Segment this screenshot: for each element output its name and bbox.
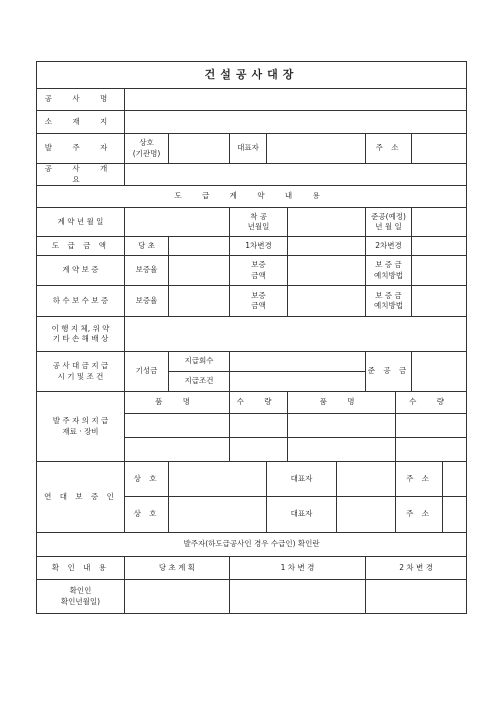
guarantor-representative-label: 대표자 — [267, 497, 337, 533]
completion-payment-field[interactable] — [412, 352, 467, 392]
contract-date-label: 계 약 년 월 일 — [37, 208, 125, 237]
materials-quantity-header-2: 수 량 — [396, 392, 467, 414]
guarantor-representative-field[interactable] — [337, 462, 396, 497]
client-address-field[interactable] — [412, 134, 467, 164]
confirmer-label: 확인인 확인년월일) — [37, 580, 125, 614]
sub-guarantee-rate-field[interactable] — [169, 286, 230, 317]
materials-quantity-field[interactable] — [230, 438, 288, 462]
subcontract-section-header: 도 급 계 약 내 용 — [37, 186, 467, 208]
second-change-amount-field[interactable] — [412, 237, 467, 256]
delay-penalty-label: 이 행 지 체, 위 약 기 타 손 해 배 상 — [37, 317, 125, 352]
initial-amount-field[interactable] — [169, 237, 230, 256]
sub-guarantee-amount-label: 보증 금액 — [230, 286, 288, 317]
construction-register-form — [36, 61, 467, 614]
contract-date-field[interactable] — [125, 208, 230, 237]
form-title: 건설공사대장 — [37, 62, 467, 89]
materials-label: 발 주 자 의 지 급 재료 · 장비 — [37, 392, 125, 462]
payment-count-field[interactable] — [230, 352, 366, 372]
guarantor-trade-name-label: 상 호 — [125, 462, 169, 497]
sub-deposit-method-field[interactable] — [412, 286, 467, 317]
materials-item-header-1: 품 명 — [125, 392, 230, 414]
client-address-label: 주 소 — [366, 134, 412, 164]
materials-item-field[interactable] — [288, 438, 396, 462]
materials-item-field[interactable] — [125, 438, 230, 462]
first-change-amount-label: 1차변경 — [230, 237, 288, 256]
guarantor-representative-field[interactable] — [337, 497, 396, 533]
sub-deposit-method-label: 보 증 금 예치방법 — [366, 286, 412, 317]
client-representative-field[interactable] — [267, 134, 366, 164]
confirmation-first-change-label: 1 차 변 경 — [230, 557, 366, 580]
materials-item-header-2: 품 명 — [288, 392, 396, 414]
construction-name-label: 공 사 명 — [37, 89, 125, 111]
overview-field[interactable] — [125, 164, 467, 186]
confirmation-first-change-field[interactable] — [230, 580, 366, 614]
guarantor-trade-name-field[interactable] — [169, 497, 267, 533]
joint-guarantor-label: 연 대 보 증 인 — [37, 462, 125, 533]
sub-guarantee-amount-field[interactable] — [288, 286, 366, 317]
client-trade-name-field[interactable] — [169, 134, 230, 164]
confirmation-initial-plan-field[interactable] — [125, 580, 230, 614]
guarantor-address-label: 주 소 — [396, 497, 443, 533]
location-field[interactable] — [125, 111, 467, 134]
contract-deposit-method-field[interactable] — [412, 256, 467, 286]
payment-terms-label: 공 사 대 금 지 급 시 기 및 조 건 — [37, 352, 125, 392]
guarantor-representative-label: 대표자 — [267, 462, 337, 497]
start-date-field[interactable] — [288, 208, 366, 237]
confirmation-initial-plan-label: 당 초 계 획 — [125, 557, 230, 580]
client-label: 발 주 자 — [37, 134, 125, 164]
second-change-amount-label: 2차변경 — [366, 237, 412, 256]
contract-deposit-method-label: 보 증 금 예치방법 — [366, 256, 412, 286]
contract-guarantee-rate-field[interactable] — [169, 256, 230, 286]
contract-guarantee-rate-label: 보증율 — [125, 256, 169, 286]
overview-label: 공 사 개 요 — [37, 164, 125, 186]
confirmation-section-header: 발주자(하도급공사인 경우 수급인) 확인란 — [37, 533, 467, 557]
contract-guarantee-amount-label: 보증 금액 — [230, 256, 288, 286]
sub-guarantee-label: 하 수 보 수 보 증 — [37, 286, 125, 317]
construction-name-field[interactable] — [125, 89, 467, 111]
contract-guarantee-label: 계 약 보 증 — [37, 256, 125, 286]
materials-quantity-field[interactable] — [396, 438, 467, 462]
client-trade-name-label: 상호 (기관명) — [125, 134, 169, 164]
start-date-label: 착 공 년월일 — [230, 208, 288, 237]
confirmation-content-label: 확 인 내 용 — [37, 557, 125, 580]
contract-amount-label: 도 급 금 액 — [37, 237, 125, 256]
confirmation-second-change-label: 2 차 변 경 — [366, 557, 467, 580]
initial-amount-label: 당 초 — [125, 237, 169, 256]
guarantor-trade-name-field[interactable] — [169, 462, 267, 497]
payment-conditions-label: 지급조건 — [169, 372, 230, 392]
materials-quantity-field[interactable] — [230, 414, 288, 438]
guarantor-address-field[interactable] — [443, 497, 467, 533]
guarantor-address-label: 주 소 — [396, 462, 443, 497]
completion-payment-label: 준 공 금 — [366, 352, 412, 392]
payment-conditions-field[interactable] — [230, 372, 366, 392]
contract-guarantee-amount-field[interactable] — [288, 256, 366, 286]
guarantor-address-field[interactable] — [443, 462, 467, 497]
materials-item-field[interactable] — [125, 414, 230, 438]
delay-penalty-field[interactable] — [125, 317, 467, 352]
client-representative-label: 대표자 — [230, 134, 267, 164]
materials-item-field[interactable] — [288, 414, 396, 438]
materials-quantity-header-1: 수 량 — [230, 392, 288, 414]
progress-payment-label: 기성금 — [125, 352, 169, 392]
materials-quantity-field[interactable] — [396, 414, 467, 438]
payment-count-label: 지급회수 — [169, 352, 230, 372]
completion-date-field[interactable] — [412, 208, 467, 237]
completion-date-label: 준공(예정) 년 월 일 — [366, 208, 412, 237]
first-change-amount-field[interactable] — [288, 237, 366, 256]
sub-guarantee-rate-label: 보증율 — [125, 286, 169, 317]
guarantor-trade-name-label: 상 호 — [125, 497, 169, 533]
confirmation-second-change-field[interactable] — [366, 580, 467, 614]
location-label: 소 재 지 — [37, 111, 125, 134]
